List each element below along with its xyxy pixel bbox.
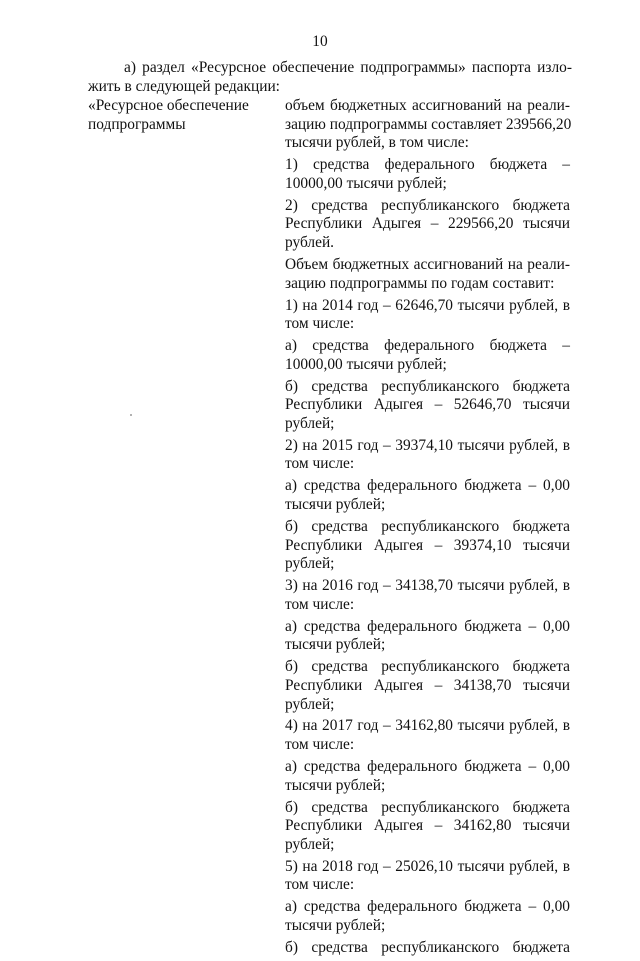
text-line: б) средства республиканского бюджета	[285, 798, 570, 816]
text-line: 3) на 2016 год – 34138,70 тысячи рублей, в	[285, 577, 570, 595]
year-2015-federal-paragraph	[285, 477, 570, 514]
text-line: том числе:	[285, 315, 355, 333]
text-line: 5) на 2018 год – 25026,10 тысячи рублей, в	[285, 857, 570, 875]
text-line: тысячи рублей;	[285, 776, 386, 794]
table-value-column	[285, 97, 570, 961]
text-line: Объем бюджетных ассигнований на реали-	[285, 255, 570, 273]
text-line: 10000,00 тысячи рублей;	[285, 355, 447, 373]
text-line: зацию подпрограммы по годам составит:	[285, 274, 555, 292]
text-line: рублей.	[285, 233, 335, 251]
text-line: а) средства федерального бюджета – 0,00	[285, 758, 570, 776]
text-line: 4) на 2017 год – 34162,80 тысячи рублей, в	[285, 717, 570, 735]
text-line: Республики Адыгея – 34138,70 тысячи	[285, 676, 570, 694]
text-line: объем бюджетных ассигнований на реали-	[285, 97, 570, 114]
text-line: тысячи рублей;	[285, 916, 386, 934]
year-2017-paragraph	[285, 717, 570, 754]
text-line: рублей;	[285, 414, 335, 432]
year-2018-republic-paragraph	[285, 939, 570, 958]
text-line: тысячи рублей, в том числе:	[285, 134, 469, 152]
year-2018-federal-paragraph	[285, 898, 570, 935]
year-2014-republic-paragraph	[285, 378, 570, 434]
by-year-intro-paragraph	[285, 256, 570, 293]
text-line: том числе:	[285, 455, 355, 473]
text-line: б) средства республиканского бюджета	[285, 658, 570, 676]
year-2016-federal-paragraph	[285, 618, 570, 655]
table-label-column	[88, 97, 263, 134]
text-line: б) средства республиканского бюджета	[285, 938, 570, 956]
text-line: рублей;	[285, 695, 335, 713]
text-line: рублей;	[285, 555, 335, 573]
intro-line: а) раздел «Ресурсное обеспечение подпрограммы» паспорта изло-	[124, 59, 572, 76]
year-2014-federal-paragraph	[285, 337, 570, 374]
text-line: тысячи рублей;	[285, 496, 386, 513]
text-line: 2) на 2015 год – 39374,10 тысячи рублей, в	[285, 436, 570, 454]
text-line: зацию подпрограммы составляет 239566,20	[285, 115, 572, 133]
text-line: рублей;	[285, 835, 335, 853]
year-2017-federal-paragraph	[285, 758, 570, 795]
text-line: 1) на 2014 год – 62646,70 тысячи рублей, в	[285, 296, 570, 314]
republic-total-paragraph	[285, 197, 570, 253]
section-label-line: «Ресурсное обеспечение	[88, 97, 249, 114]
total-funding-paragraph	[285, 97, 570, 153]
year-2016-paragraph	[285, 577, 570, 614]
text-line: том числе:	[285, 595, 355, 613]
intro-paragraph	[88, 58, 572, 96]
year-2016-republic-paragraph	[285, 658, 570, 714]
section-label-line: подпрограммы	[88, 115, 186, 133]
text-line: а) средства федерального бюджета – 0,00	[285, 898, 570, 916]
text-line: 2) средства республиканского бюджета	[285, 196, 570, 214]
text-line: Республики Адыгея – 229566,20 тысячи	[285, 215, 570, 233]
year-2018-paragraph	[285, 858, 570, 895]
year-2014-paragraph	[285, 297, 570, 334]
federal-total-paragraph	[285, 156, 570, 193]
text-line: 10000,00 тысячи рублей;	[285, 174, 447, 192]
text-line: б) средства республиканского бюджета	[285, 517, 570, 535]
text-line: Республики Адыгея – 52646,70 тысячи	[285, 396, 570, 414]
year-2017-republic-paragraph	[285, 799, 570, 855]
text-line: Республики Адыгея – 34162,80 тысячи	[285, 817, 570, 835]
text-line: том числе:	[285, 876, 355, 894]
text-line: б) средства республиканского бюджета	[285, 377, 570, 395]
text-line: а) средства федерального бюджета – 0,00	[285, 477, 570, 495]
text-line: а) средства федерального бюджета – 0,00	[285, 617, 570, 635]
text-line: тысячи рублей;	[285, 636, 386, 654]
intro-line: жить в следующей редакции:	[88, 78, 280, 95]
scan-speck	[130, 414, 132, 416]
year-2015-republic-paragraph	[285, 518, 570, 574]
text-line: 1) средства федерального бюджета –	[285, 156, 570, 174]
text-line: том числе:	[285, 736, 355, 754]
year-2015-paragraph	[285, 437, 570, 474]
page-number: 10	[312, 33, 328, 50]
text-line: а) средства федерального бюджета –	[285, 337, 570, 355]
text-line: Республики Адыгея – 39374,10 тысячи	[285, 536, 570, 554]
